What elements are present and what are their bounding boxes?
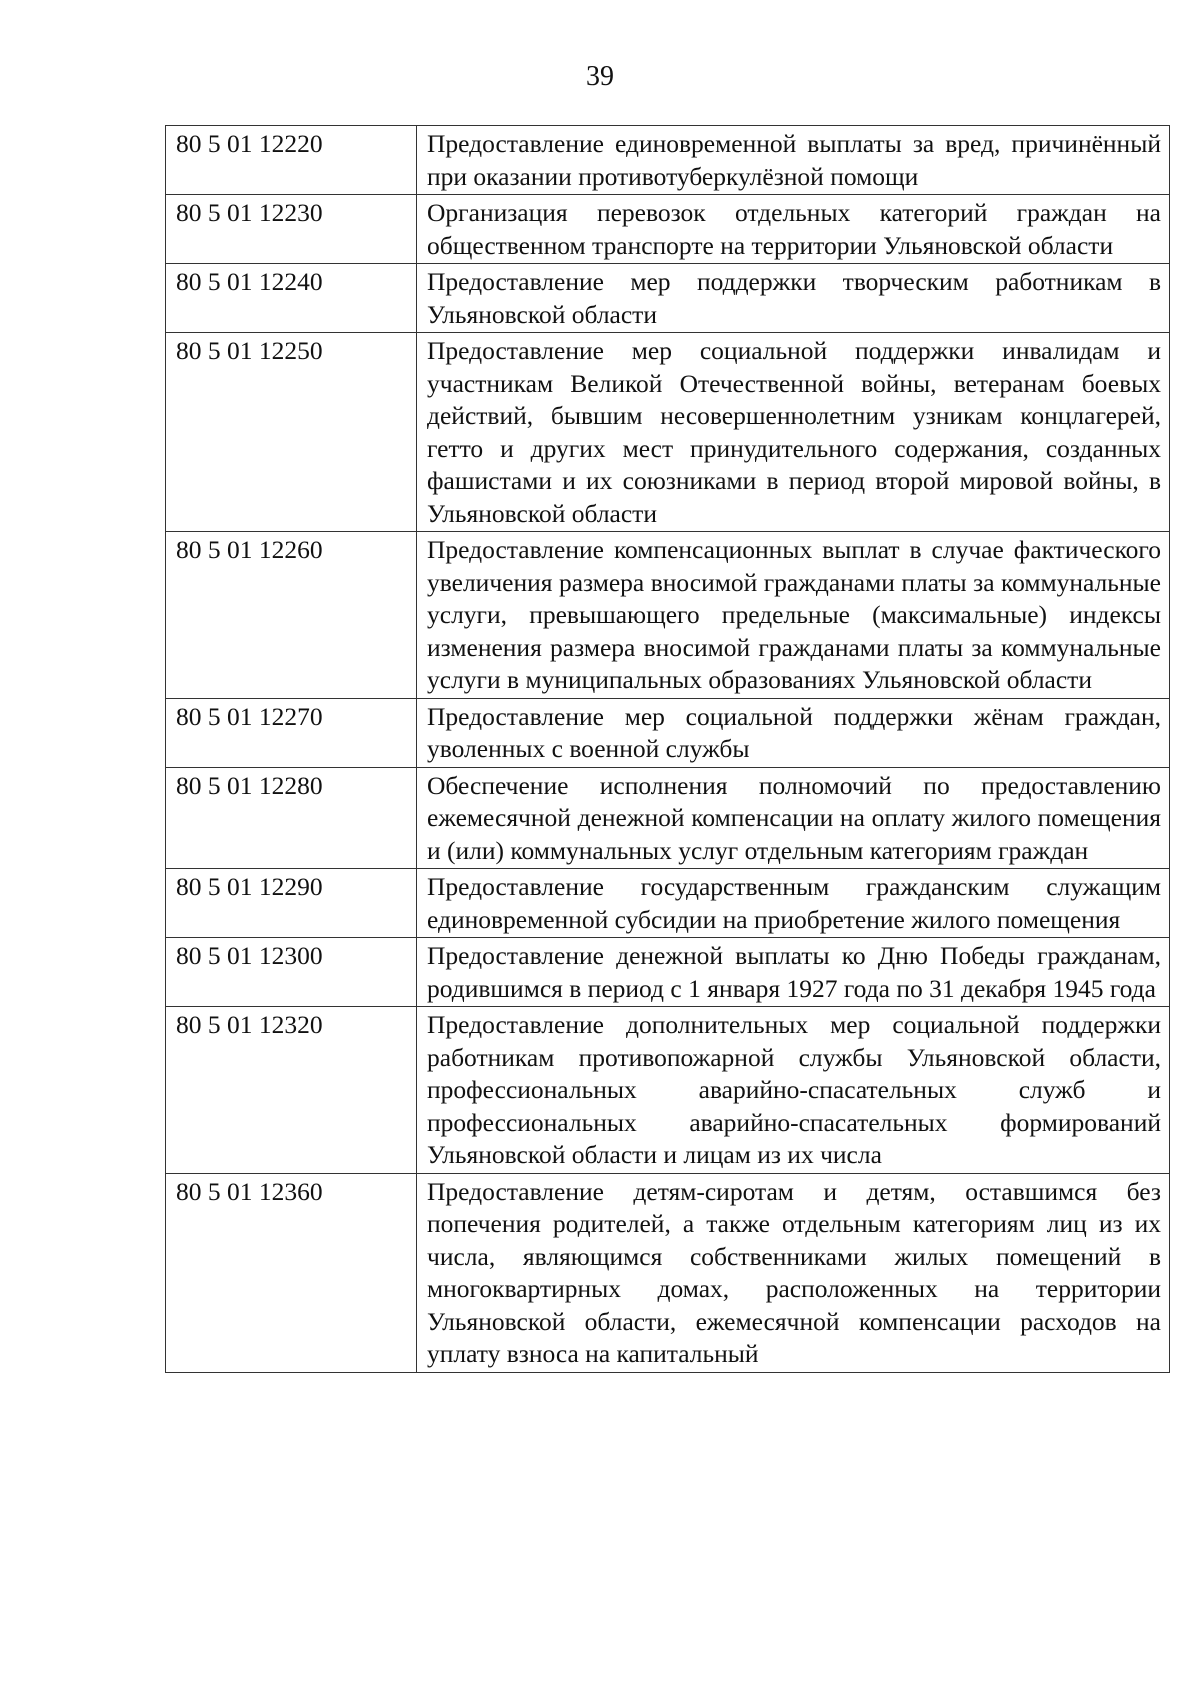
table-row [166,333,1170,532]
table-row [166,767,1170,869]
description-cell: Обеспечение исполнения полномочий по предоставлению ежемесячной денежной компенсации на оплату жилого помещения и (или) коммунальных услуг отдельным категориям граждан [417,767,1170,869]
table-row [166,1173,1170,1372]
code-cell: 80 5 01 12240 [166,264,417,333]
description-cell: Предоставление мер социальной поддержки жёнам граждан, уволенных с военной службы [417,698,1170,767]
code-cell: 80 5 01 12250 [166,333,417,532]
code-cell: 80 5 01 12260 [166,532,417,699]
code-cell: 80 5 01 12320 [166,1007,417,1174]
table-row [166,869,1170,938]
description-cell: Предоставление единовременной выплаты за вред, причинённый при оказании противотуберкулёзной помощи [417,126,1170,195]
description-cell: Предоставление дополнительных мер социальной поддержки работникам противопожарной службы Ульяновской области, профессиональных аварийно-спасательных служб и профессиональных аварийно-спасательных формирований Ульяновской области и лицам из их числа [417,1007,1170,1174]
table-row [166,1007,1170,1174]
code-cell: 80 5 01 12280 [166,767,417,869]
table-row [166,195,1170,264]
table-row [166,698,1170,767]
description-cell: Предоставление государственным гражданским служащим единовременной субсидии на приобретение жилого помещения [417,869,1170,938]
table-row [166,126,1170,195]
description-cell: Предоставление мер поддержки творческим работникам в Ульяновской области [417,264,1170,333]
table-row [166,938,1170,1007]
code-cell: 80 5 01 12230 [166,195,417,264]
description-cell: Предоставление компенсационных выплат в случае фактического увеличения размера вносимой гражданами платы за коммунальные услуги, превышающего предельные (максимальные) индексы изменения размера вносимой гражданами платы за коммунальные услуги в муниципальных образованиях Ульяновской области [417,532,1170,699]
table-row [166,532,1170,699]
description-cell: Организация перевозок отдельных категорий граждан на общественном транспорте на территории Ульяновской области [417,195,1170,264]
table-row [166,264,1170,333]
description-cell: Предоставление мер социальной поддержки инвалидам и участникам Великой Отечественной войны, ветеранам боевых действий, бывшим несовершеннолетним узникам концлагерей, гетто и других мест принудительного содержания, созданных фашистами и их союзниками в период второй мировой войны, в Ульяновской области [417,333,1170,532]
code-cell: 80 5 01 12360 [166,1173,417,1372]
code-cell: 80 5 01 12270 [166,698,417,767]
description-cell: Предоставление денежной выплаты ко Дню Победы гражданам, родившимся в период с 1 января 1927 года по 31 декабря 1945 года [417,938,1170,1007]
code-cell: 80 5 01 12290 [166,869,417,938]
code-cell: 80 5 01 12300 [166,938,417,1007]
page-number: 39 [586,61,614,92]
budget-codes-table [165,125,1170,1373]
description-cell: Предоставление детям-сиротам и детям, оставшимся без попечения родителей, а также отдельным категориям лиц из их числа, являющимся собственниками жилых помещений в многоквартирных домах, расположенных на территории Ульяновской области, ежемесячной компенсации расходов на уплату взноса на капитальный [417,1173,1170,1372]
code-cell: 80 5 01 12220 [166,126,417,195]
